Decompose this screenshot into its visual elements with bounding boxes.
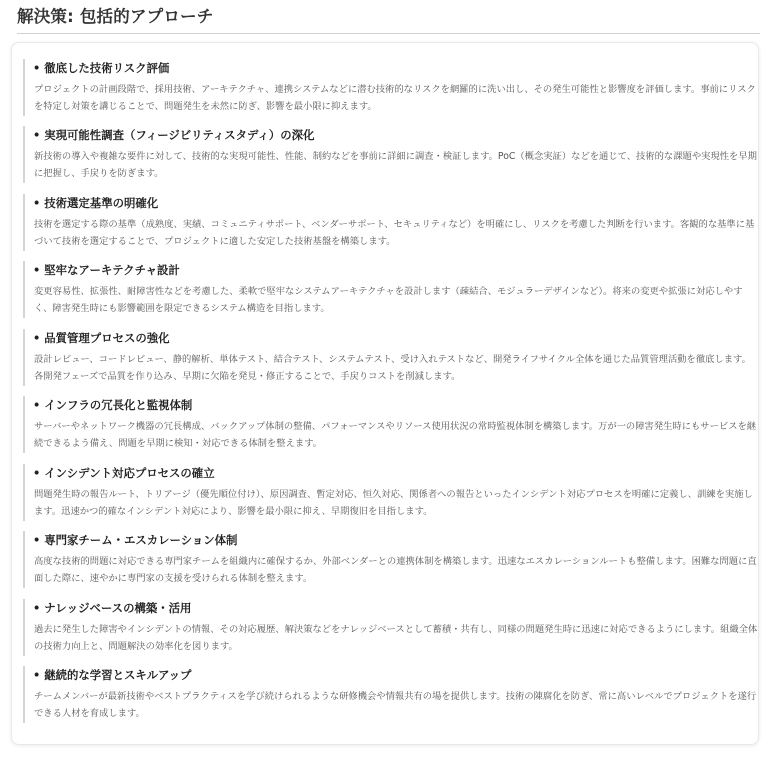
page-title: 解決策: 包括的アプローチ <box>17 7 214 26</box>
item-title: • 継続的な学習とスキルアップ <box>33 668 192 682</box>
item-description: チームメンバーが最新技術やベストプラクティスを学び続けられるような研修機会や情報共有の場を提供します。技術の陳腐化を防ぎ、常に高いレベルでプロジェクトを遂行できる人材を育成します。 <box>34 691 757 719</box>
item-title: • 実現可能性調査（フィージビリティスタディ）の深化 <box>33 128 315 142</box>
item-description: 過去に発生した障害やインシデントの情報、その対応履歴、解決策などをナレッジベースとして蓄積・共有し、同様の問題発生時に迅速に対応できるようにします。組織全体の技術力向上と、問題解決の効率化を図ります。 <box>34 624 758 652</box>
item-description: 変更容易性、拡張性、耐障害性などを考慮した、柔軟で堅牢なシステムアーキテクチャを設計します（疎結合、モジュラーデザインなど）。将来の変更や拡張に対応しやすく、障害発生時にも影響範囲を限定できるシステム構造を目指します。 <box>34 286 743 314</box>
list-item-knowledge-base <box>23 599 758 656</box>
item-title: • 技術選定基準の明確化 <box>33 196 159 210</box>
item-title: • 堅牢なアーキテクチャ設計 <box>33 263 180 277</box>
item-description: プロジェクトの計画段階で、採用技術、アーキテクチャ、連携システムなどに潜む技術的なリスクを網羅的に洗い出し、その発生可能性と影響度を評価します。事前にリスクを特定し対策を講じることで、問題発生を未然に防ぎ、影響を最小限に抑えます。 <box>34 84 756 112</box>
item-title: • 品質管理プロセスの強化 <box>33 331 170 345</box>
list-item-continuous-learning <box>23 666 758 723</box>
list-item-quality-management <box>23 329 758 386</box>
list-item-infrastructure-redundancy <box>23 396 758 453</box>
item-title: • インシデント対応プロセスの確立 <box>33 466 215 480</box>
title-divider <box>17 33 760 34</box>
item-title: • ナレッジベースの構築・活用 <box>33 601 192 615</box>
list-item-feasibility-study <box>23 126 758 183</box>
item-title: • 専門家チーム・エスカレーション体制 <box>33 533 238 547</box>
solutions-card <box>11 42 759 745</box>
item-description: 高度な技術的問題に対応できる専門家チームを組織内に確保するか、外部ベンダーとの連携体制を構築します。迅速なエスカレーションルートも整備します。困難な問題に直面した際に、速やかに専門家の支援を受けられる体制を整えます。 <box>34 556 757 584</box>
item-title: • インフラの冗長化と監視体制 <box>33 398 193 412</box>
item-title: • 徹底した技術リスク評価 <box>33 61 170 75</box>
item-description: 問題発生時の報告ルート、トリアージ（優先順位付け）、原因調査、暫定対応、恒久対応、関係者への報告といったインシデント対応プロセスを明確に定義し、訓練を実施します。迅速かつ的確なインシデント対応により、影響を最小限に抑え、早期復旧を目指します。 <box>34 489 753 517</box>
item-description: 設計レビュー、コードレビュー、静的解析、単体テスト、結合テスト、システムテスト、受け入れテストなど、開発ライフサイクル全体を通じた品質管理活動を徹底します。各開発フェーズで品質を作り込み、早期に欠陥を発見・修正することで、手戻りコストを削減します。 <box>34 354 751 382</box>
item-description: 技術を選定する際の基準（成熟度、実績、コミュニティサポート、ベンダーサポート、セキュリティなど）を明確にし、リスクを考慮した判断を行います。客観的な基準に基づいて技術を選定することで、プロジェクトに適した安定した技術基盤を構築します。 <box>34 219 755 247</box>
list-item-technology-selection-criteria <box>23 194 758 251</box>
item-description: サーバーやネットワーク機器の冗長構成、バックアップ体制の整備、パフォーマンスやリソース使用状況の常時監視体制を構築します。万が一の障害発生時にもサービスを継続できるよう備え、問題を早期に検知・対応できる体制を整えます。 <box>34 421 757 449</box>
list-item-incident-response <box>23 464 758 521</box>
list-item-technical-risk-assessment <box>23 59 758 116</box>
item-description: 新技術の導入や複雑な要件に対して、技術的な実現可能性、性能、制約などを事前に詳細に調査・検証します。PoC（概念実証）などを通じて、技術的な課題や実現性を早期に把握し、手戻りを防ぎます。 <box>34 151 757 179</box>
list-item-robust-architecture <box>23 261 758 318</box>
list-item-expert-escalation <box>23 531 758 588</box>
